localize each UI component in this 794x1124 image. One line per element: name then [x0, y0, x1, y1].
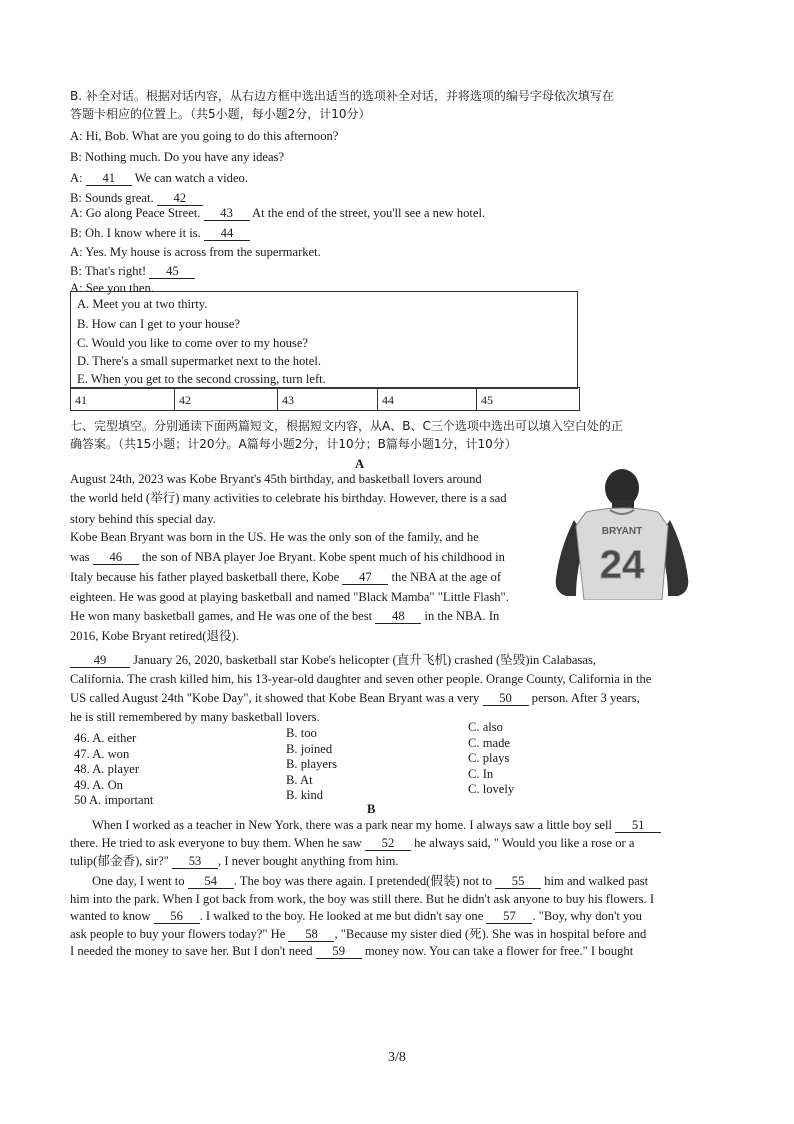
option-item: C. Would you like to come over to my house? — [77, 336, 309, 350]
answer-cell-43[interactable]: 43 — [278, 388, 378, 410]
choice-48a[interactable]: 48. A. player — [74, 762, 140, 776]
choice-48c[interactable]: C. plays — [468, 751, 510, 765]
passage-b-line: tulip(郁金香), sir?" 53 , I never bought anything from him. — [70, 854, 399, 868]
dialogue-line: A: Go along Peace Street. 43 At the end of the street, you'll see a new hotel. — [70, 206, 486, 220]
passage-a-line: Kobe Bean Bryant was born in the US. He was the only son of the family, and he — [70, 530, 479, 544]
jersey-number: 24 — [599, 543, 645, 587]
passage-a-line: he is still remembered by many basketball lovers. — [70, 710, 320, 724]
section-b-heading-line1: B. 补全对话。根据对话内容，从右边方框中选出适当的选项补全对话，并将选项的编号字母依次填写在 — [70, 89, 614, 103]
passage-b-label: B — [367, 802, 376, 816]
choice-50a[interactable]: 50 A. important — [74, 793, 154, 807]
passage-a-line: story behind this special day. — [70, 512, 216, 526]
passage-b-line: there. He tried to ask everyone to buy them. When he saw 52 he always said, " Would you like a rose or a — [70, 836, 635, 850]
choice-50b[interactable]: B. kind — [286, 788, 324, 802]
passage-b-line: him into the park. When I got back from work, the boy was still there. But he didn't ask anyone to buy his flowers. I — [70, 892, 655, 906]
choice-46c[interactable]: C. also — [468, 720, 503, 734]
option-item: E. When you get to the second crossing, turn left. — [77, 372, 326, 386]
passage-b-line: One day, I went to 54 . The boy was there again. I pretended(假装) not to 55 him and walked past — [92, 874, 649, 888]
choice-47c[interactable]: C. made — [468, 735, 510, 750]
jersey-name-group — [602, 526, 642, 537]
blank-55[interactable]: 55 — [495, 875, 541, 889]
passage-a-line: the world held (举行) many activities to celebrate his birthday. However, there is a sad — [70, 491, 507, 505]
blank-50[interactable]: 50 — [483, 692, 529, 706]
dialogue-line: B: That's right! 45 — [70, 263, 195, 279]
dialogue-line: B: Oh. I know where it is. 44 — [70, 225, 250, 241]
blank-46[interactable]: 46 — [93, 551, 139, 565]
blank-59[interactable]: 59 — [316, 945, 362, 959]
option-item: A. Meet you at two thirty. — [77, 297, 208, 311]
choice-46a[interactable]: 46. A. either — [74, 731, 137, 745]
blank-49[interactable]: 49 — [70, 654, 130, 668]
blank-53[interactable]: 53 — [172, 855, 218, 869]
passage-a-line: Italy because his father played basketball there, Kobe 47 the NBA at the age of — [70, 570, 502, 584]
passage-b-line: I needed the money to save her. But I don't need 59 money now. You can take a flower for free." I bought — [70, 944, 634, 958]
answer-cell-45[interactable]: 45 — [481, 393, 493, 407]
kobe-jersey-photo — [546, 468, 692, 600]
passage-a-line: US called August 24th "Kobe Day", it showed that Kobe Bean Bryant was a very 50 person. After 3 years, — [70, 691, 640, 705]
blank-57[interactable]: 57 — [486, 910, 532, 924]
choice-49b[interactable]: B. At — [286, 772, 313, 787]
passage-b-line: wanted to know 56 . I walked to the boy. He looked at me but didn't say one 57 . "Boy, why don't you — [70, 909, 642, 923]
blank-44[interactable]: 44 — [204, 227, 250, 241]
passage-b-line: ask people to buy your flowers today?" He 58 , "Because my sister died (死). She was in hospital before and — [70, 927, 647, 941]
dialogue-line: A: See you then. — [70, 281, 154, 295]
section-b-heading-line2: 答题卡相应的位置上。（共5小题，每小题2分，计10分） — [70, 107, 371, 121]
passage-a-line: was 46 the son of NBA player Joe Bryant. Kobe spent much of his childhood in — [70, 550, 505, 564]
dialogue-line: A: Hi, Bob. What are you going to do this afternoon? — [70, 129, 339, 143]
section-7-heading-line1: 七、完型填空。分别通读下面两篇短文，根据短文内容，从A、B、C三个选项中选出可以填入空白处的正 — [70, 419, 623, 433]
blank-45[interactable]: 45 — [149, 265, 195, 279]
choices-column-b — [286, 726, 337, 804]
blank-58[interactable]: 58 — [288, 928, 334, 942]
choices-column-c — [468, 720, 514, 798]
dialogue-line: A: Yes. My house is across from the supermarket. — [70, 245, 321, 259]
passage-a-line: eighteen. He was good at playing basketball and named "Black Mamba" "Little Flash". — [70, 590, 509, 604]
passage-a-label: A — [355, 457, 365, 471]
passage-a-line: He won many basketball games, and He was one of the best 48 in the NBA. In — [70, 609, 500, 623]
passage-a-line: 2016, Kobe Bryant retired(退役). — [70, 629, 239, 643]
blank-54[interactable]: 54 — [188, 875, 234, 889]
passage-a-line: 49 January 26, 2020, basketball star Kobe's helicopter (直升飞机) crashed (坠毁)in Calabasas, — [70, 651, 596, 671]
dialogue-line: A: 41 We can watch a video. — [70, 171, 248, 185]
choice-50c[interactable]: C. lovely — [468, 782, 515, 796]
dialogue-line: B: Sounds great. 42 — [70, 190, 203, 206]
options-box — [70, 291, 578, 389]
choice-47a[interactable]: 47. A. won — [74, 746, 130, 761]
blank-48[interactable]: 48 — [375, 610, 421, 624]
blank-42[interactable]: 42 — [157, 192, 203, 206]
passage-a-line: California. The crash killed him, his 13-year-old daughter and seven other people. Orange County, California in the — [70, 672, 652, 686]
blank-41[interactable]: 41 — [86, 172, 132, 186]
answer-cell-44[interactable]: 44 — [378, 388, 477, 410]
choices-column-a — [74, 731, 153, 809]
passage-a-line: August 24th, 2023 was Kobe Bryant's 45th birthday, and basketball lovers around — [70, 472, 482, 486]
blank-43[interactable]: 43 — [204, 207, 250, 221]
dialogue-line: B: Nothing much. Do you have any ideas? — [70, 150, 285, 164]
choice-49c[interactable]: C. In — [468, 766, 494, 781]
choice-48b[interactable]: B. players — [286, 757, 338, 771]
blank-47[interactable]: 47 — [342, 571, 388, 585]
choice-47b[interactable]: B. joined — [286, 741, 333, 756]
passage-b-line: When I worked as a teacher in New York, there was a park near my home. I always saw a little boy sell 51 — [92, 816, 661, 836]
section-7-heading-line2: 确答案。（共15小题；计20分。A篇每小题2分，计10分；B篇每小题1分，计10分） — [70, 437, 517, 451]
blank-52[interactable]: 52 — [365, 837, 411, 851]
page-number: 3/8 — [388, 1050, 406, 1065]
choice-46b[interactable]: B. too — [286, 726, 317, 740]
answer-cell-42[interactable]: 42 — [175, 388, 278, 410]
blank-51[interactable]: 51 — [615, 819, 661, 833]
answer-cell-41[interactable]: 41 — [71, 388, 175, 410]
choice-49a[interactable]: 49. A. On — [74, 777, 123, 792]
jersey-name: BRYANT — [601, 526, 643, 537]
blank-56[interactable]: 56 — [154, 910, 200, 924]
option-item: D. There's a small supermarket next to the hotel. — [77, 354, 322, 368]
answer-table — [70, 387, 580, 411]
option-item: B. How can I get to your house? — [77, 317, 240, 331]
